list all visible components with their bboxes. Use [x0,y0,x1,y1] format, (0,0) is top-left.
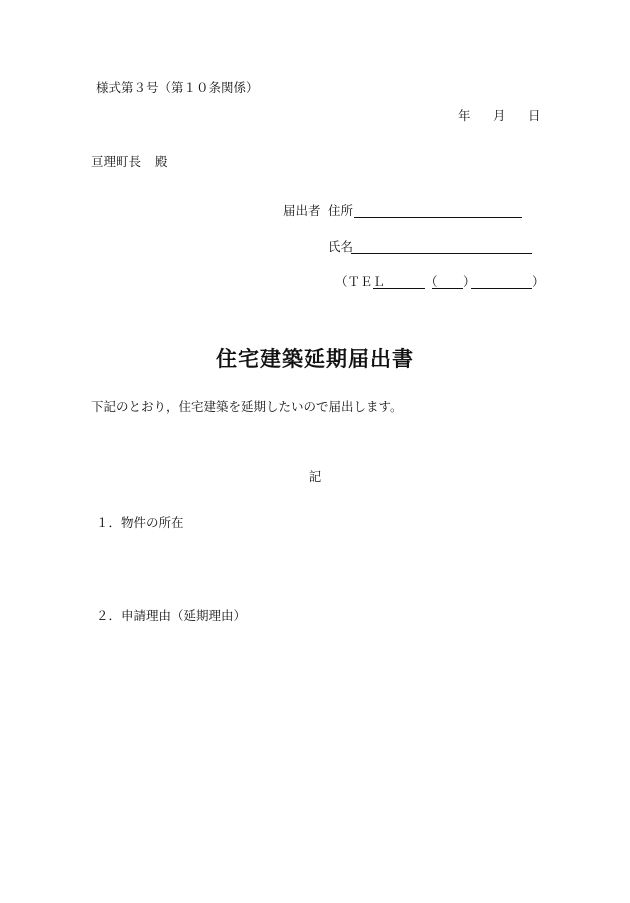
tel-paren-close: ） [463,274,476,289]
tel-label: （ＴＥＬ [335,274,386,289]
date-day: 日 [528,108,541,123]
document-title: 住宅建築延期届出書 [216,346,414,371]
body-text: 下記のとおり，住宅建築を延期したいので届出します。 [91,399,403,414]
item-application-reason: ２．申請理由（延期理由） [96,608,247,623]
address-label: 住所 [328,203,354,218]
tel-exchange-field[interactable] [432,276,463,289]
address-field[interactable] [354,205,522,218]
ki-heading: 記 [308,469,322,484]
date-month: 月 [493,108,506,123]
addressee-name: 亘理町長 [91,154,142,169]
name-label: 氏名 [328,239,354,254]
tel-close: ） [532,274,545,289]
name-field[interactable] [351,241,532,254]
addressee-honorific: 殿 [155,154,168,169]
form-number: 様式第３号（第１０条関係） [96,80,259,95]
item-property-location: １．物件の所在 [96,515,184,530]
tel-paren-open: （ [425,274,438,289]
tel-area-code-field[interactable] [373,276,425,289]
date-year: 年 [458,108,471,123]
tel-number-field[interactable] [471,276,532,289]
applicant-label: 届出者 [283,203,321,218]
